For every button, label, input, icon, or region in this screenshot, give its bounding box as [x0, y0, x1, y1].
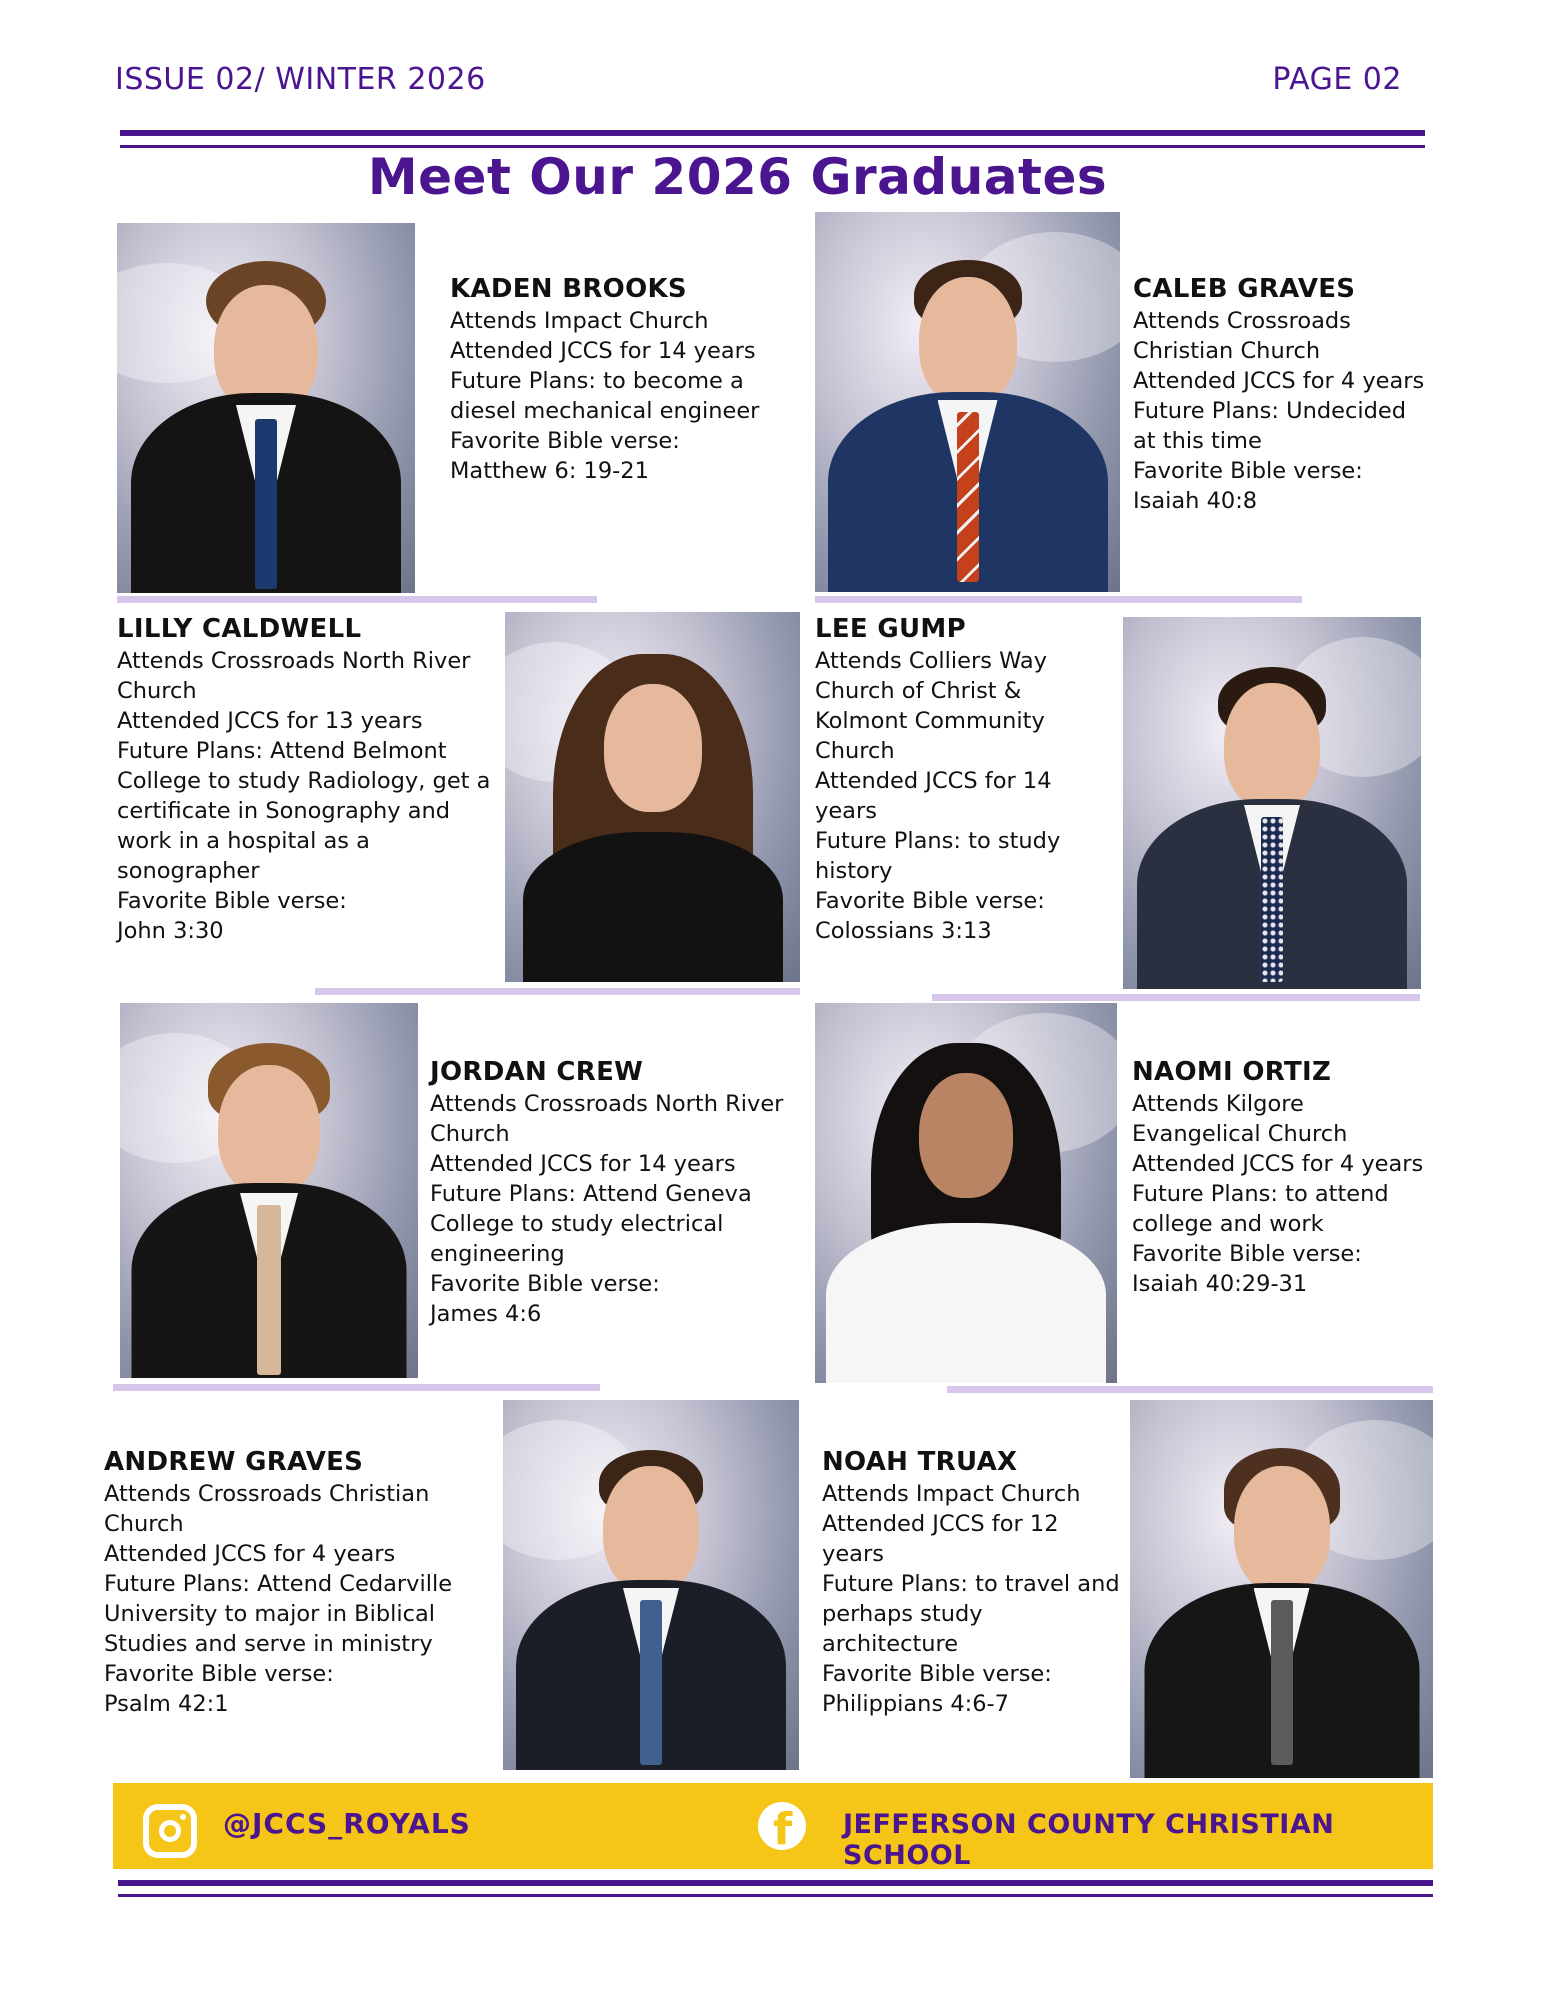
bio-line: Favorite Bible verse: — [1132, 1241, 1362, 1267]
bio-line: Isaiah 40:29-31 — [1132, 1271, 1308, 1297]
graduate-photo-naomi-ortiz — [815, 1003, 1117, 1383]
graduate-photo-noah-truax — [1130, 1400, 1433, 1778]
graduate-bio-lee-gump — [815, 612, 1060, 946]
school-name[interactable]: JEFFERSON COUNTY CHRISTIAN SCHOOL — [843, 1809, 1335, 1871]
bio-line: Favorite Bible verse: — [104, 1661, 334, 1687]
footer-bar — [113, 1783, 1433, 1869]
bio-line: Attends Kilgore — [1132, 1091, 1304, 1117]
bio-line: history — [815, 858, 893, 884]
bio-line: Attends Crossroads Christian — [104, 1481, 430, 1507]
bio-line: Future Plans: to travel and — [822, 1571, 1120, 1597]
bio-line: perhaps study — [822, 1601, 983, 1627]
bio-line: architecture — [822, 1631, 959, 1657]
graduate-name: LILLY CALDWELL — [117, 614, 362, 644]
bio-line: Attended JCCS for 14 — [815, 768, 1052, 794]
header-rule-thick — [120, 130, 1425, 136]
bio-line: work in a hospital as a — [117, 828, 370, 854]
bio-line: Attended JCCS for 4 years — [104, 1541, 396, 1567]
bio-line: Isaiah 40:8 — [1133, 488, 1258, 514]
bio-line: Church — [104, 1511, 184, 1537]
bio-line: Church of Christ & — [815, 678, 1022, 704]
bio-line: Favorite Bible verse: — [815, 888, 1045, 914]
separator — [932, 994, 1420, 1001]
graduate-bio-kaden-brooks — [450, 272, 759, 486]
bio-line: Matthew 6: 19-21 — [450, 458, 649, 484]
bio-line: Future Plans: Attend Cedarville — [104, 1571, 453, 1597]
bio-line: Favorite Bible verse: — [430, 1271, 660, 1297]
bio-line: Attended JCCS for 4 years — [1133, 368, 1425, 394]
graduate-bio-andrew-graves — [104, 1445, 452, 1719]
graduate-photo-kaden-brooks — [117, 223, 415, 593]
bio-line: Attends Impact Church — [450, 308, 709, 334]
graduate-name: NAOMI ORTIZ — [1132, 1057, 1332, 1087]
bio-line: College to study Radiology, get a — [117, 768, 491, 794]
bio-line: Attended JCCS for 14 years — [450, 338, 756, 364]
bio-line: Attends Crossroads North River — [117, 648, 471, 674]
bio-line: Kolmont Community — [815, 708, 1045, 734]
bio-line: Psalm 42:1 — [104, 1691, 229, 1717]
bio-line: Future Plans: to become a — [450, 368, 744, 394]
bio-line: Attends Impact Church — [822, 1481, 1081, 1507]
instagram-handle[interactable]: @JCCS_ROYALS — [223, 1807, 471, 1840]
graduate-name: CALEB GRAVES — [1133, 274, 1356, 304]
graduate-name: JORDAN CREW — [430, 1057, 644, 1087]
bio-line: Future Plans: Undecided — [1133, 398, 1407, 424]
separator — [117, 596, 597, 603]
bio-line: Christian Church — [1133, 338, 1321, 364]
bio-line: Studies and serve in ministry — [104, 1631, 433, 1657]
separator — [947, 1386, 1433, 1393]
bio-line: Favorite Bible verse: — [450, 428, 680, 454]
bio-line: Philippians 4:6-7 — [822, 1691, 1009, 1717]
bio-line: University to major in Biblical — [104, 1601, 436, 1627]
graduate-name: LEE GUMP — [815, 614, 966, 644]
bio-line: Attends Crossroads North River — [430, 1091, 784, 1117]
bio-line: Favorite Bible verse: — [822, 1661, 1052, 1687]
bio-line: years — [822, 1541, 884, 1567]
graduate-bio-noah-truax — [822, 1445, 1120, 1719]
bio-line: Church — [117, 678, 197, 704]
bio-line: Attended JCCS for 14 years — [430, 1151, 736, 1177]
graduate-bio-caleb-graves — [1133, 272, 1424, 516]
graduate-photo-lee-gump — [1123, 617, 1421, 989]
graduate-photo-andrew-graves — [503, 1400, 799, 1770]
bio-line: Attended JCCS for 4 years — [1132, 1151, 1424, 1177]
bio-line: years — [815, 798, 877, 824]
bio-line: Future Plans: Attend Geneva — [430, 1181, 752, 1207]
bio-line: Favorite Bible verse: — [1133, 458, 1363, 484]
bio-line: Favorite Bible verse: — [117, 888, 347, 914]
bio-line: Evangelical Church — [1132, 1121, 1348, 1147]
bio-line: Church — [815, 738, 895, 764]
bio-line: Future Plans: to study — [815, 828, 1061, 854]
bio-line: college and work — [1132, 1211, 1324, 1237]
bio-line: Attends Colliers Way — [815, 648, 1048, 674]
bio-line: John 3:30 — [117, 918, 224, 944]
page-number: PAGE 02 — [1272, 62, 1402, 97]
graduate-bio-lilly-caldwell — [117, 612, 490, 946]
graduate-photo-caleb-graves — [815, 212, 1120, 592]
graduate-photo-jordan-crew — [120, 1003, 418, 1378]
bio-line: James 4:6 — [430, 1301, 542, 1327]
bio-line: diesel mechanical engineer — [450, 398, 760, 424]
bio-line: Attended JCCS for 12 — [822, 1511, 1059, 1537]
bio-line: at this time — [1133, 428, 1262, 454]
separator — [815, 596, 1302, 603]
page-title: Meet Our 2026 Graduates — [367, 148, 1108, 206]
separator — [113, 1384, 600, 1391]
bio-line: engineering — [430, 1241, 565, 1267]
bio-line: Future Plans: Attend Belmont — [117, 738, 447, 764]
graduate-bio-naomi-ortiz — [1132, 1055, 1423, 1299]
bio-line: Colossians 3:13 — [815, 918, 992, 944]
bio-line: Attends Crossroads — [1133, 308, 1351, 334]
issue-label: ISSUE 02/ WINTER 2026 — [115, 62, 486, 97]
footer-rule-thick — [118, 1880, 1433, 1886]
graduate-photo-lilly-caldwell — [505, 612, 800, 982]
instagram-icon[interactable] — [143, 1804, 197, 1858]
bio-line: Attended JCCS for 13 years — [117, 708, 423, 734]
bio-line: certificate in Sonography and — [117, 798, 451, 824]
bio-line: Church — [430, 1121, 510, 1147]
bio-line: sonographer — [117, 858, 260, 884]
bio-line: Future Plans: to attend — [1132, 1181, 1389, 1207]
graduate-bio-jordan-crew — [430, 1055, 783, 1329]
separator — [315, 988, 800, 995]
graduate-name: KADEN BROOKS — [450, 274, 687, 304]
bio-line: College to study electrical — [430, 1211, 724, 1237]
graduate-name: NOAH TRUAX — [822, 1447, 1018, 1477]
footer-rule-thin — [118, 1894, 1433, 1897]
graduate-name: ANDREW GRAVES — [104, 1447, 364, 1477]
facebook-icon[interactable]: f — [758, 1802, 806, 1850]
